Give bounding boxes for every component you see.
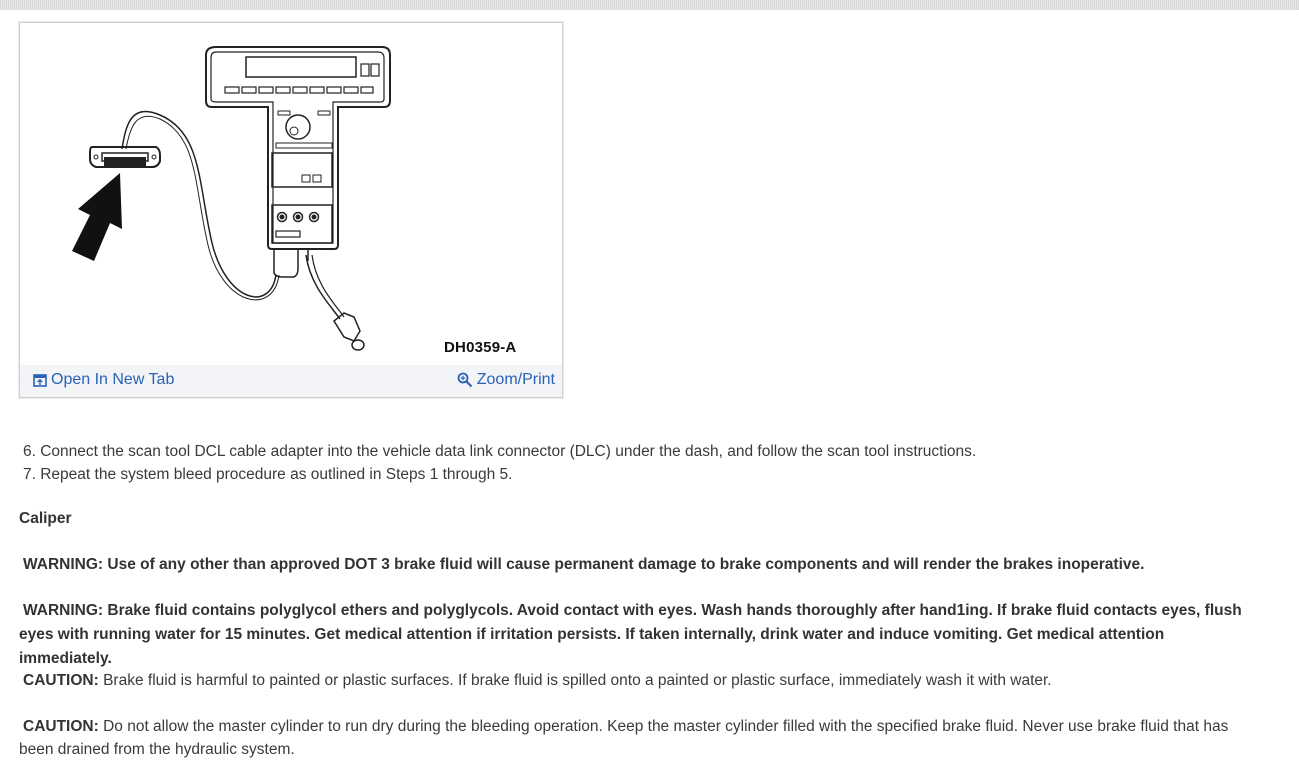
zoom-print-label: Zoom/Print xyxy=(476,371,555,388)
top-border-strip xyxy=(0,0,1299,10)
figure-id-label: DH0359-A xyxy=(444,339,517,356)
step-7: 7. Repeat the system bleed procedure as outlined in Steps 1 through 5. xyxy=(23,466,513,483)
key-row xyxy=(225,87,373,93)
cable xyxy=(122,111,276,296)
caution-label: CAUTION: xyxy=(23,672,99,689)
cigarette-plug xyxy=(334,313,360,341)
step-6: 6. Connect the scan tool DCL cable adapter into the vehicle data link connector (DLC) under the dash, and follow the scan tool instructions. xyxy=(23,443,977,460)
caution-text: Do not allow the master cylinder to run dry during the bleeding operation. Keep the master cylinder filled with the specified brake fluid. Never use brake fluid that has been drained from the hydraulic system. xyxy=(19,718,1229,758)
caution-master-cylinder xyxy=(19,715,1259,761)
scan-tool-illustration xyxy=(20,23,562,365)
open-in-new-tab-link[interactable] xyxy=(33,371,174,389)
open-in-new-tab-label: Open In New Tab xyxy=(51,371,175,388)
pointer-arrow xyxy=(72,173,122,261)
zoom-print-link[interactable] xyxy=(457,371,555,389)
display-screen xyxy=(246,57,356,77)
warning-polyglycol: WARNING: Brake fluid contains polyglycol ethers and polyglycols. Avoid contact with eyes. Wash hands thoroughly after hand1ing. If brake fluid contacts eyes, flush eyes with running water for 15 minutes. Get medical attention if irritation persists. If taken internally, drink water and induce vomiting. Get medical attention immediately. xyxy=(19,602,1242,667)
caution-label: CAUTION: xyxy=(23,718,99,735)
warning-dot3: WARNING: Use of any other than approved DOT 3 brake fluid will cause permanent damage to brake components and will render the brakes inoperative. xyxy=(23,556,1145,573)
figure-caption-bar xyxy=(20,365,562,397)
figure-container xyxy=(19,22,563,398)
caution-text: Brake fluid is harmful to painted or plastic surfaces. If brake fluid is spilled onto a painted or plastic surface, immediately wash it with water. xyxy=(98,672,1052,689)
caution-painted-surfaces xyxy=(19,669,1263,692)
open-new-tab-icon xyxy=(33,374,47,387)
knob xyxy=(286,115,310,139)
section-heading-caliper: Caliper xyxy=(19,510,72,527)
procedure-steps xyxy=(19,440,1259,486)
zoom-in-icon xyxy=(457,372,473,388)
